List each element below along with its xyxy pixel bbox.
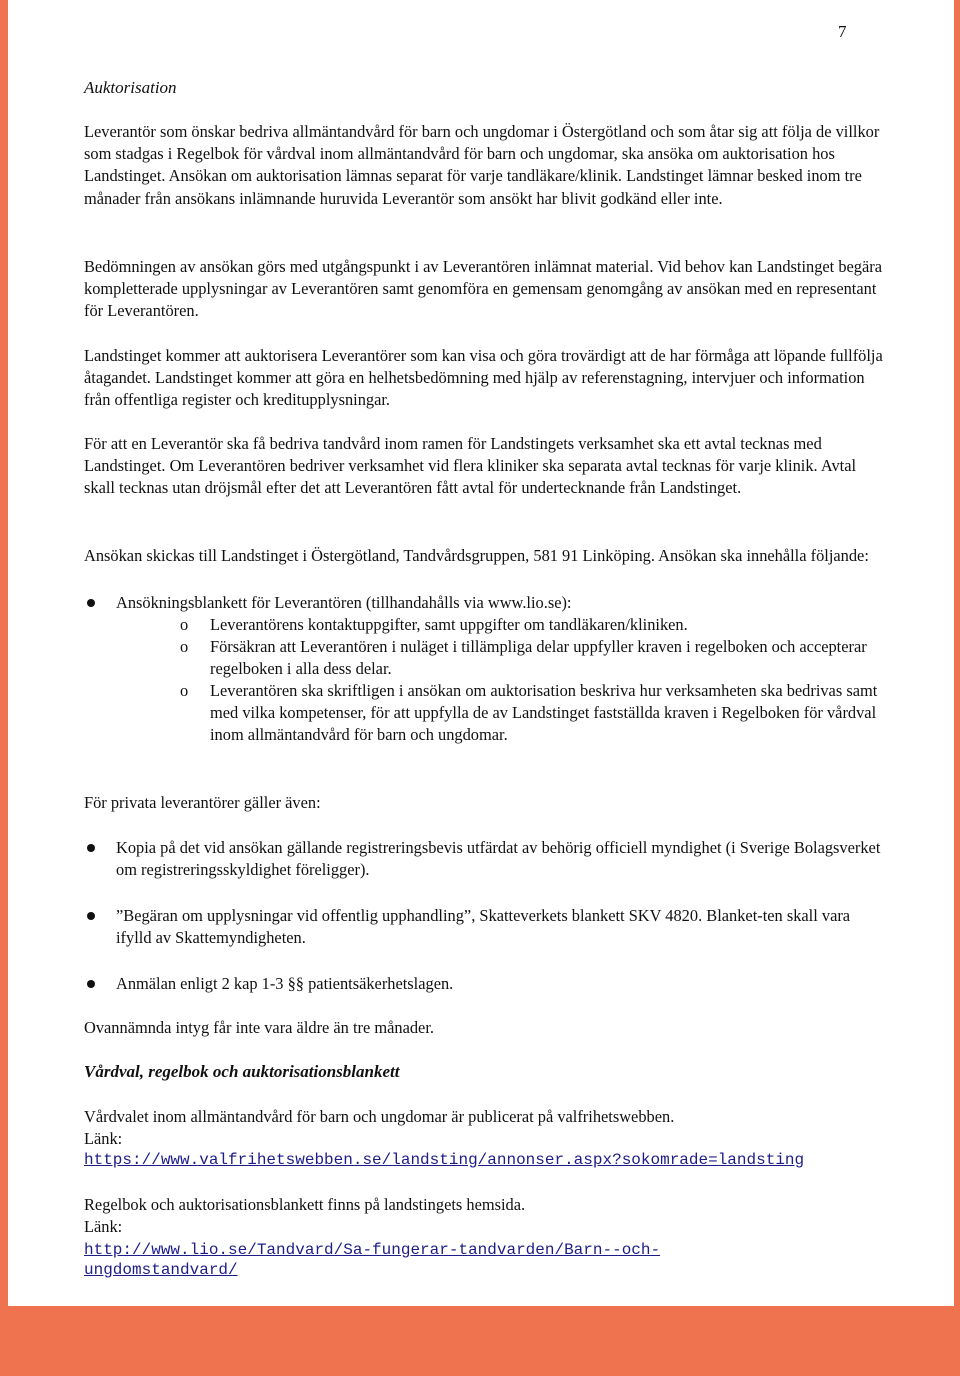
sub-item-text: Leverantören ska skriftligen i ansökan om auktorisation beskriva hur verksamheten ska bedrivas samt med vilka kompetenser, för att uppfylla de av Landstinget fastställda kraven i Regelboken för vårdval inom allmäntandvård för barn och ungdomar. xyxy=(210,681,878,745)
paragraph-assessment: Bedömningen av ansökan görs med utgångspunkt i av Leverantören inlämnat material. Vid behov kan Landstinget begära kompletterade upplysningar av Leverantören samt genomföra en gemensam genomgång av ansökan med en representant för Leverantören. xyxy=(84,257,882,321)
paragraph-certificate-age: Ovannämnda intyg får inte vara äldre än tre månader. xyxy=(84,1018,434,1037)
section-heading-vardval: Vårdval, regelbok och auktorisationsblankett xyxy=(84,1062,400,1081)
bullet-icon xyxy=(87,599,95,607)
bullet-icon xyxy=(87,980,95,988)
paragraph-intro: Leverantör som önskar bedriva allmäntandvård för barn och ungdomar i Östergötland och som åtar sig att följa de villkor som stadgas i Regelbok för vårdval inom allmäntandvård för barn och ungdomar, ska ansöka om auktorisation hos Landstinget. Ansökan om auktorisation lämnas separat för varje tandläkare/klinik. Landstinget lämnar besked inom tre månader från ansökans inlämnande huruvida Leverantör som ansökt har blivit godkänd eller inte. xyxy=(84,122,880,208)
link-label: Länk: xyxy=(84,1217,123,1236)
paragraph-application-address: Ansökan skickas till Landstinget i Östergötland, Tandvårdsgruppen, 581 91 Linköping. Ansökan ska innehålla följande: xyxy=(84,546,869,565)
circle-bullet-icon: o xyxy=(180,615,189,634)
lio-link-line-1[interactable]: http://www.lio.se/Tandvard/Sa-fungerar-tandvarden/Barn--och- xyxy=(84,1241,661,1259)
sub-item-text: Leverantörens kontaktuppgifter, samt uppgifter om tandläkaren/kliniken. xyxy=(210,615,688,634)
lio-link-line-2[interactable]: ungdomstandvard/ xyxy=(84,1261,238,1279)
bullet-text: ”Begäran om upplysningar vid offentlig upphandling”, Skatteverkets blankett SKV 4820. Blanket-ten skall vara ifylld av Skattemyndigheten. xyxy=(116,906,851,948)
paragraph-published: Vårdvalet inom allmäntandvård för barn och ungdomar är publicerat på valfrihetswebben. xyxy=(84,1107,675,1126)
bullet-text: Kopia på det vid ansökan gällande registreringsbevis utfärdat av behörig officiell myndighet (i Sverige Bolagsverket om registreringsskyldighet föreligger). xyxy=(116,838,881,880)
paragraph-regelbok: Regelbok och auktorisationsblankett finns på landstingets hemsida. xyxy=(84,1195,526,1214)
document-page xyxy=(8,0,954,1306)
paragraph-private-intro: För privata leverantörer gäller även: xyxy=(84,793,321,812)
page-number: 7 xyxy=(838,22,847,41)
link-label: Länk: xyxy=(84,1129,123,1148)
valfrihetswebben-link[interactable]: https://www.valfrihetswebben.se/landsting/annonser.aspx?sokomrade=landsting xyxy=(84,1151,805,1169)
sub-item-text: Försäkran att Leverantören i nuläget i tillämpliga delar uppfyller kraven i regelboken och accepterar regelboken i alla dess delar. xyxy=(210,637,867,679)
bullet-text: Ansökningsblankett för Leverantören (tillhandahålls via www.lio.se): xyxy=(116,593,572,612)
bullet-text: Anmälan enligt 2 kap 1-3 §§ patientsäkerhetslagen. xyxy=(116,974,454,993)
paragraph-authorization: Landstinget kommer att auktorisera Leverantörer som kan visa och göra trovärdigt att de har förmåga att löpande fullfölja åtagandet. Landstinget kommer att göra en helhetsbedömning med hjälp av referenstagning, intervjuer och information från offentliga register och kreditupplysningar. xyxy=(84,346,883,410)
circle-bullet-icon: o xyxy=(180,637,189,656)
section-heading-auktorisation: Auktorisation xyxy=(84,78,177,97)
circle-bullet-icon: o xyxy=(180,681,189,700)
paragraph-contract: För att en Leverantör ska få bedriva tandvård inom ramen för Landstingets verksamhet ska ett avtal tecknas med Landstinget. Om Leverantören bedriver verksamhet vid flera kliniker ska separata avtal tecknas för varje klinik. Avtal skall tecknas utan dröjsmål efter det att Leverantören fått avtal för undertecknande från Landstinget. xyxy=(84,434,857,498)
bullet-icon xyxy=(87,912,95,920)
bullet-icon xyxy=(87,844,95,852)
